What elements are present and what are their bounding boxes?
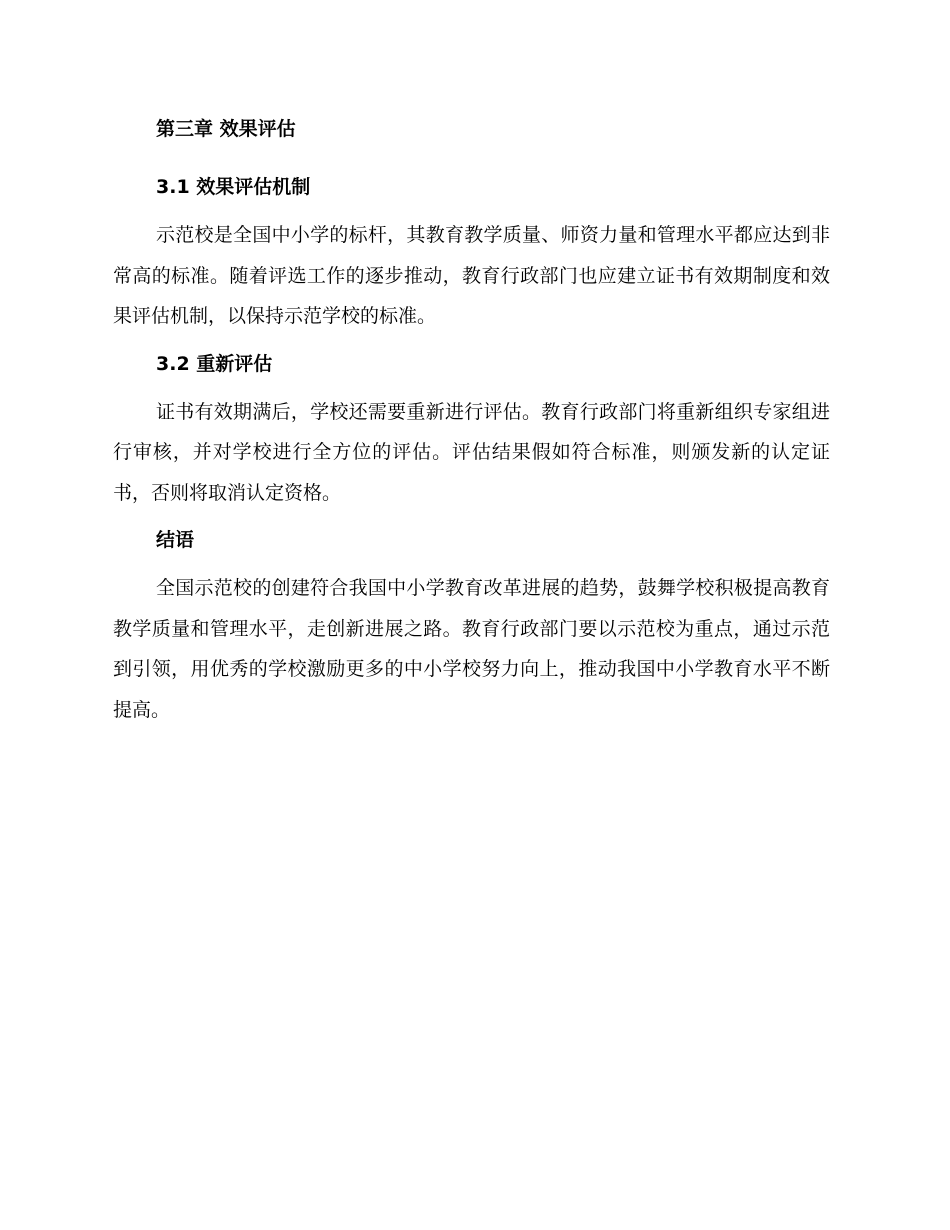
section-3-1-title: 3.1 效果评估机制 [156,176,311,198]
chapter-title: 第三章 效果评估 [156,118,296,140]
section-3-2-title: 3.2 重新评估 [156,352,273,375]
section-3-1-paragraph: 示范校是全国中小学的标杆，其教育教学质量、师资力量和管理水平都应达到非常高的标准。随着评选工作的逐步推动，教育行政部门也应建立证书有效期制度和效果评估机制，以保持示范学校的标准。 [113,224,830,327]
conclusion-title: 结语 [156,529,195,551]
section-3-2-paragraph: 证书有效期满后，学校还需要重新进行评估。教育行政部门将重新组织专家组进行审核，并对学校进行全方位的评估。评估结果假如符合标准，则颁发新的认定证书，否则将取消认定资格。 [113,400,830,504]
document-body [113,112,830,730]
conclusion-paragraph: 全国示范校的创建符合我国中小学教育改革进展的趋势，鼓舞学校积极提高教育教学质量和管理水平，走创新进展之路。教育行政部门要以示范校为重点，通过示范到引领，用优秀的学校激励更多的中小学校努力向上，推动我国中小学教育水平不断提高。 [113,577,830,721]
